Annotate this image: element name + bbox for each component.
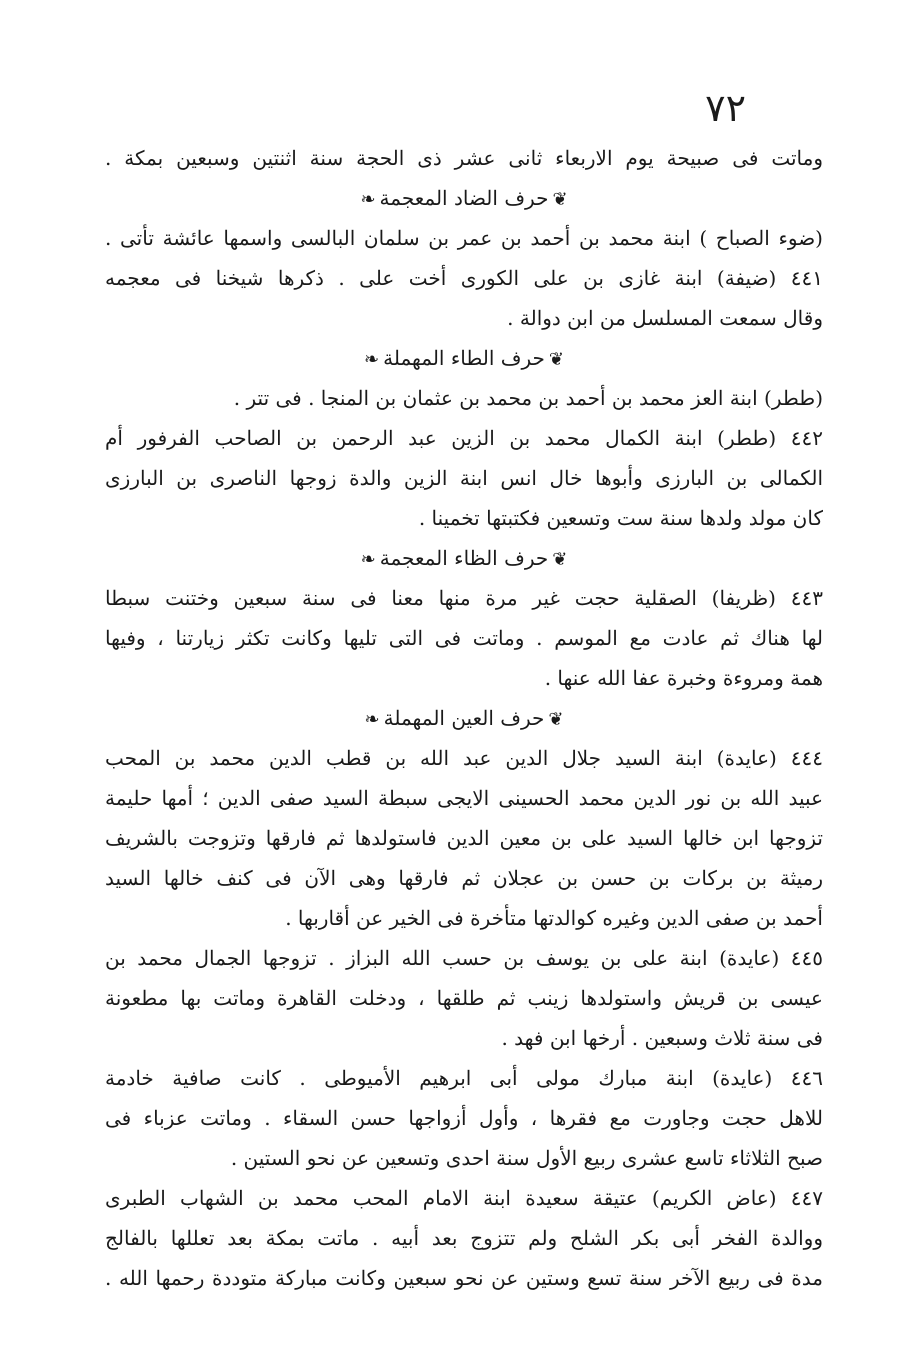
text-line: كان مولد ولدها سنة ست وتسعين فكتبتها تخمينا . bbox=[418, 506, 823, 530]
text-line: للاهل حجت وجاورت مع فقرها ، وأول أزواجها حسن السقاء . وماتت عزباء فى bbox=[105, 1106, 823, 1130]
text-body bbox=[105, 138, 823, 1298]
text-line: ووالدة الفخر أبى بكر الشلح ولم تتزوج بعد أبيه . ماتت بمكة بعد تعللها بالفالج bbox=[105, 1226, 823, 1250]
text-line: عيسى بن قريش واستولدها زينب ثم طلقها ، ودخلت القاهرة وماتت بها مطعونة bbox=[105, 986, 823, 1010]
text-line: ٤٤٧ (عاض الكريم) عتيقة سعيدة ابنة الامام المحب محمد بن الشهاب الطبرى bbox=[105, 1186, 823, 1210]
ornament-icon: ❧ bbox=[364, 349, 380, 370]
ornament-icon: ❦ bbox=[548, 349, 564, 370]
ornament-icon: ❦ bbox=[548, 709, 564, 730]
ornament-icon: ❧ bbox=[364, 709, 380, 730]
ornament-icon: ❧ bbox=[360, 189, 376, 210]
text-line: الكمالى بن البارزى وأبوها خال انس ابنة الزين والدة زوجها الناصرى بن البارزى bbox=[105, 466, 823, 490]
text-line: عبيد الله بن نور الدين محمد الحسينى الايجى سبطة السيد صفى الدين ؛ أمها حليمة bbox=[105, 786, 823, 810]
text-line: وماتت فى صبيحة يوم الاربعاء ثانى عشر ذى الحجة سنة اثنتين وسبعين بمكة . bbox=[105, 146, 823, 170]
text-line: أحمد بن صفى الدين وغيره كوالدتها متأخرة فى الخير عن أقاربها . bbox=[285, 906, 823, 930]
text-line: مدة فى ربيع الآخر سنة تسع وستين عن نحو سبعين وكانت مباركة متوددة رحمها الله . bbox=[105, 1266, 823, 1290]
text-line: همة ومروءة وخبرة عفا الله عنها . bbox=[544, 666, 823, 690]
text-line: رميثة بن بركات بن حسن بن عجلان ثم فارقها وهى الآن فى كنف خالها السيد bbox=[105, 866, 823, 890]
text-line: فى سنة ثلاث وسبعين . أرخها ابن فهد . bbox=[501, 1026, 823, 1050]
section-heading-text: حرف الضاد المعجمة bbox=[379, 186, 549, 210]
section-heading bbox=[105, 338, 823, 378]
text-line: وقال سمعت المسلسل من ابن دوالة . bbox=[507, 306, 823, 330]
section-heading-text: حرف العين المهملة bbox=[383, 706, 545, 730]
text-line: لها هناك ثم عادت مع الموسم . وماتت فى التى تليها وكانت تكثر زيارتنا ، وفيها bbox=[105, 626, 823, 650]
text-line: تزوجها ابن خالها السيد على بن معين الدين فاستولدها ثم فارقها وتزوجت بالشريف bbox=[105, 826, 823, 850]
section-heading bbox=[105, 698, 823, 738]
text-line: (ططر) ابنة العز محمد بن أحمد بن محمد بن عثمان بن المنجا . فى تتر . bbox=[233, 386, 823, 410]
page-number: ٧٢ bbox=[705, 86, 746, 130]
text-line: (ضوء الصباح ) ابنة محمد بن أحمد بن عمر بن سلمان البالسى واسمها عائشة تأتى . bbox=[105, 226, 823, 250]
section-heading bbox=[105, 178, 823, 218]
text-line: ٤٤٤ (عايدة) ابنة السيد جلال الدين عبد الله بن قطب الدين محمد بن المحب bbox=[105, 746, 823, 770]
section-heading bbox=[105, 538, 823, 578]
ornament-icon: ❧ bbox=[360, 549, 376, 570]
ornament-icon: ❦ bbox=[552, 189, 568, 210]
section-heading-text: حرف الظاء المعجمة bbox=[379, 546, 549, 570]
text-line: ٤٤٣ (ظريفا) الصقلية حجت غير مرة منها معنا فى سنة سبعين وختنت سبطا bbox=[105, 586, 823, 610]
text-line: ٤٤٢ (ططر) ابنة الكمال محمد بن الزين عبد الرحمن بن الصاحب الفرفور أم bbox=[105, 426, 823, 450]
ornament-icon: ❦ bbox=[552, 549, 568, 570]
text-line: ٤٤٦ (عايدة) ابنة مبارك مولى أبى ابرهيم الأميوطى . كانت صافية خادمة bbox=[105, 1066, 823, 1090]
text-line: ٤٤٥ (عايدة) ابنة على بن يوسف بن حسب الله البزاز . تزوجها الجمال محمد بن bbox=[105, 946, 823, 970]
text-line: صبح الثلاثاء تاسع عشرى ربيع الأول سنة احدى وتسعين عن نحو الستين . bbox=[230, 1146, 823, 1170]
section-heading-text: حرف الطاء المهملة bbox=[383, 346, 545, 370]
text-line: ٤٤١ (ضيفة) ابنة غازى بن على الكورى أخت على . ذكرها شيخنا فى معجمه bbox=[105, 266, 823, 290]
